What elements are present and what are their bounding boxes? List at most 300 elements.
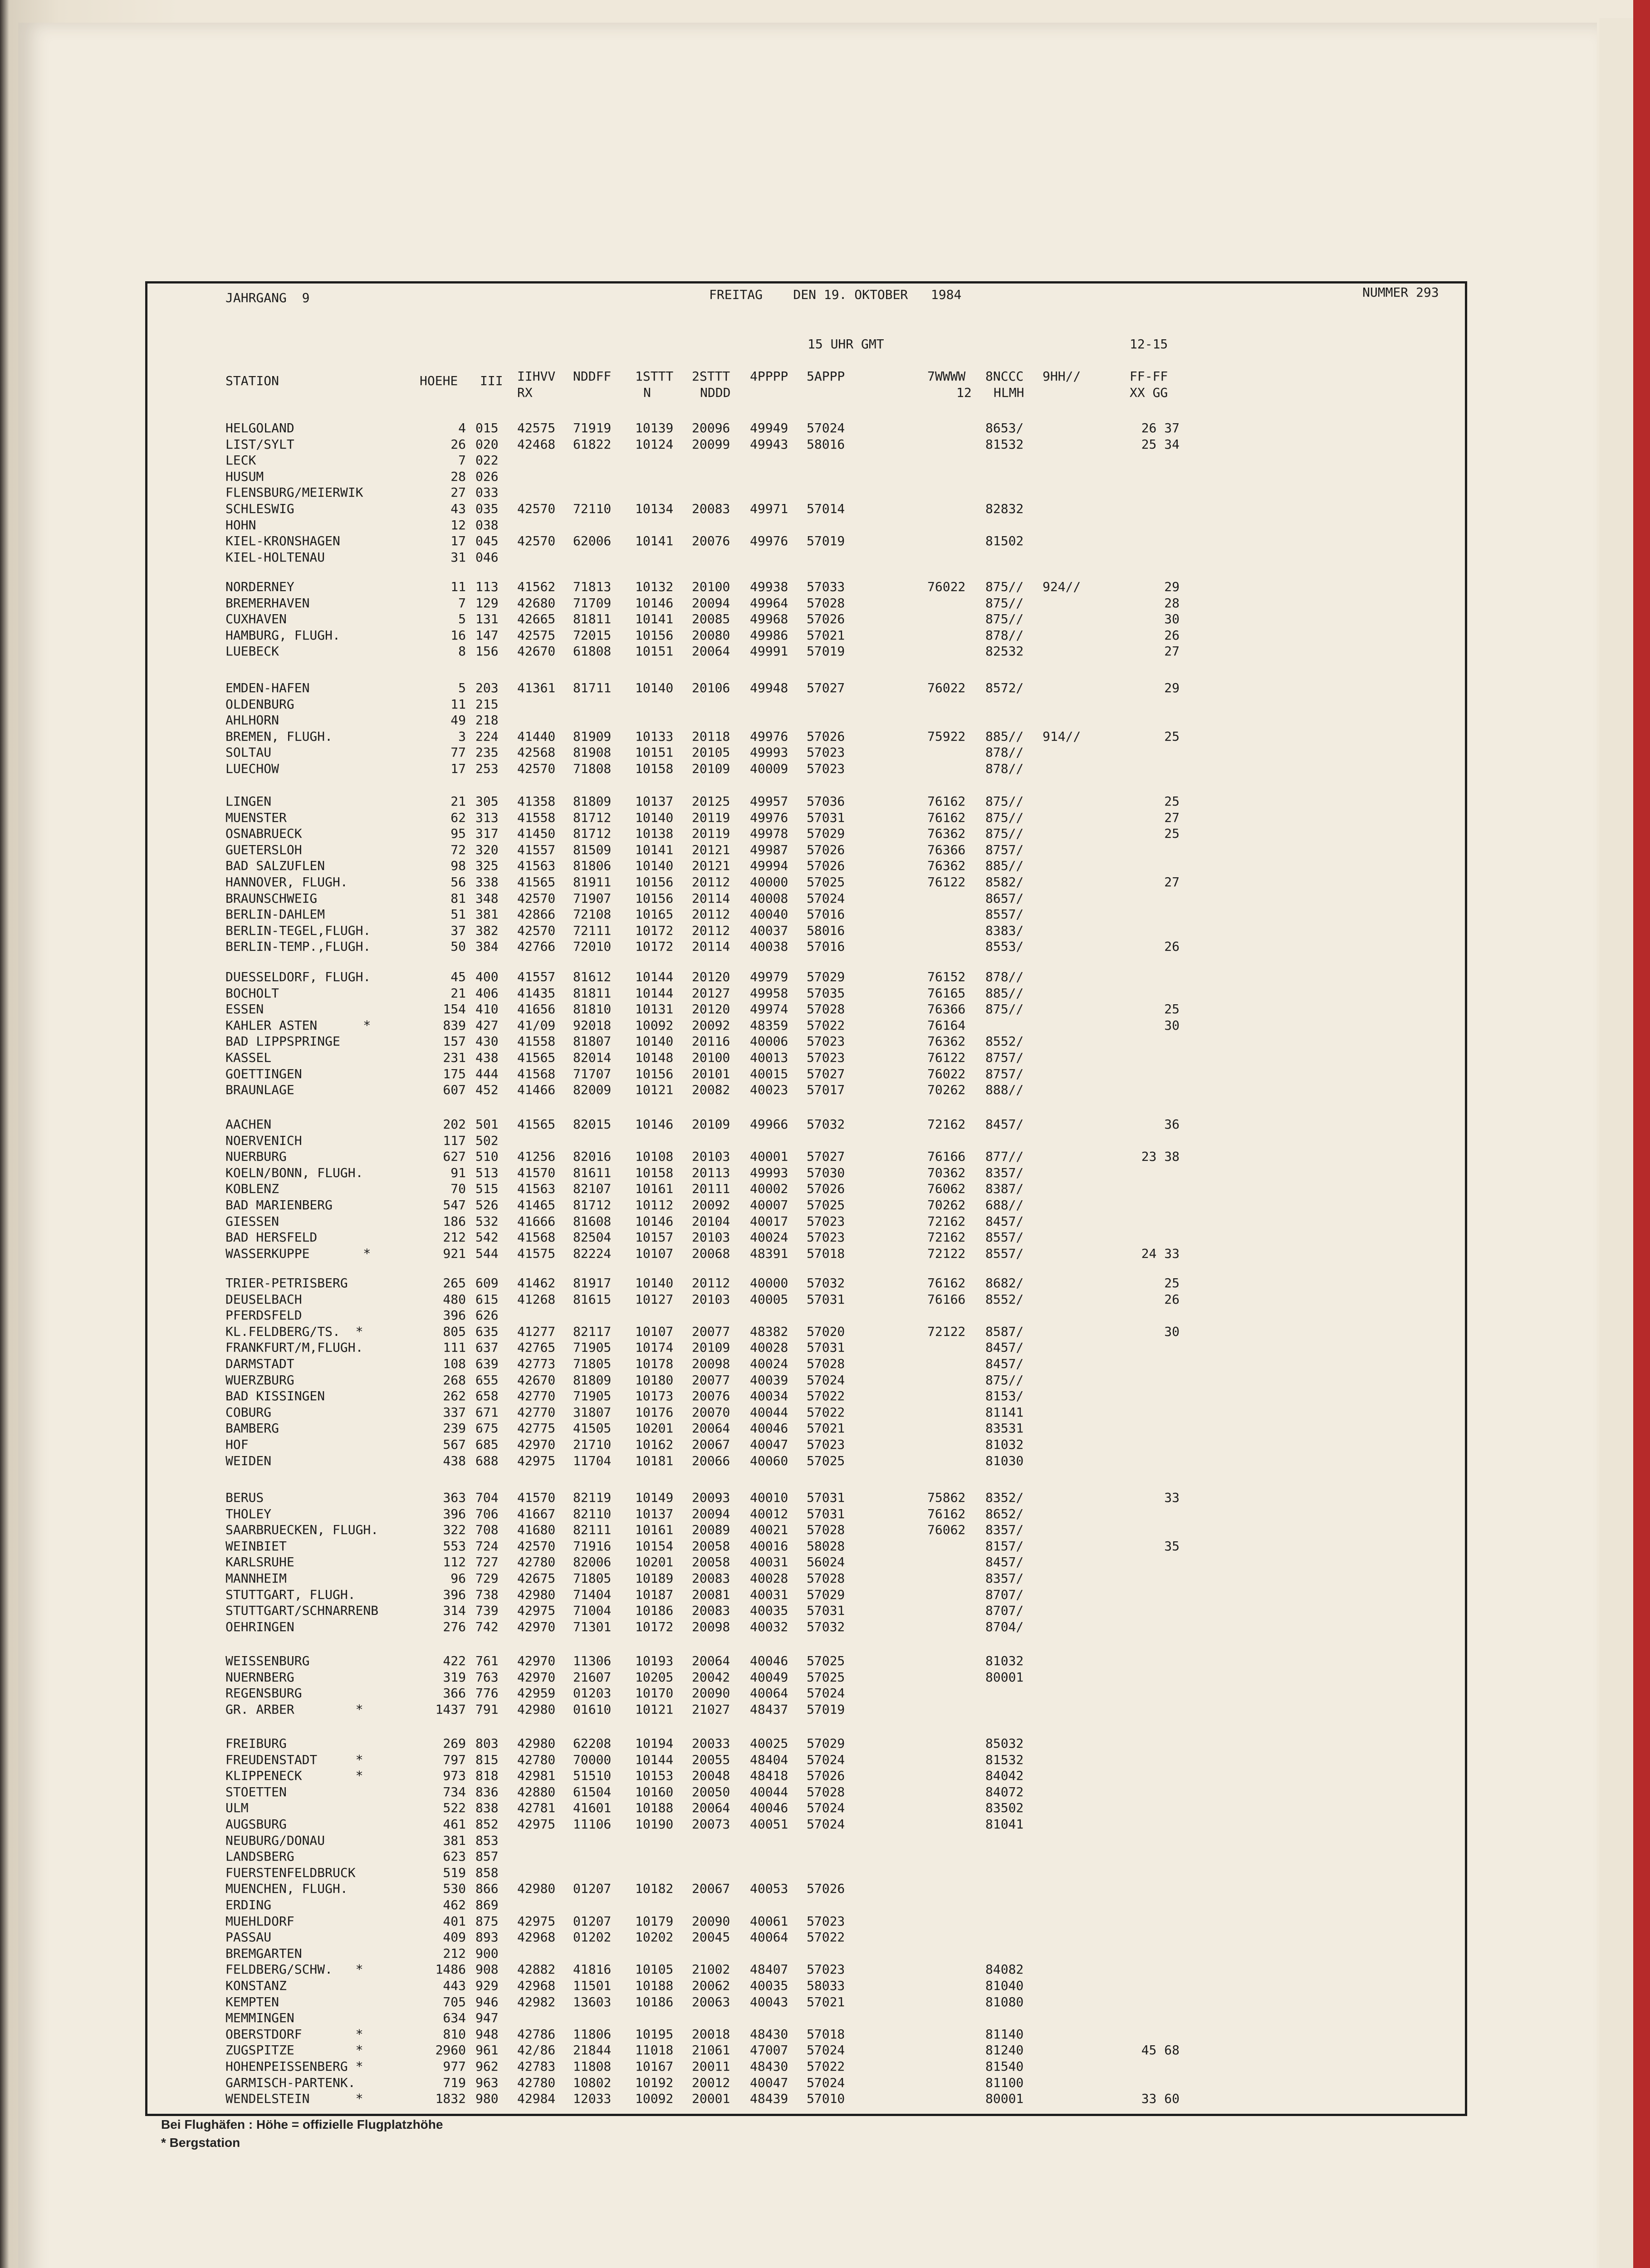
- sttt1-cell: 10141: [635, 842, 674, 857]
- iihvv-cell: 42773: [517, 1356, 556, 1371]
- iii-cell: 675: [475, 1421, 499, 1436]
- hoehe-cell: 396: [443, 1308, 466, 1323]
- pppp4-cell: 40037: [750, 923, 788, 938]
- iihvv-cell: 42780: [517, 1554, 556, 1569]
- station-name: KL.FELDBERG/TS. *: [225, 1324, 363, 1339]
- col-nddff: NDDFF: [573, 369, 612, 384]
- nddff-cell: 82117: [573, 1324, 612, 1339]
- station-name: FUERSTENFELDBRUCK: [225, 1865, 356, 1880]
- nccc8-cell: 80001: [985, 2091, 1024, 2106]
- sttt2-cell: 20109: [692, 761, 730, 776]
- wwww7-cell: 76162: [927, 810, 966, 825]
- appp5-cell: 57023: [807, 1437, 845, 1452]
- hoehe-cell: 519: [443, 1865, 466, 1880]
- nccc8-cell: 81540: [985, 2059, 1024, 2074]
- sttt1-cell: 10124: [635, 437, 674, 452]
- appp5-cell: 57024: [807, 1752, 845, 1767]
- appp5-cell: 57026: [807, 729, 845, 744]
- nccc8-cell: 8352/: [985, 1490, 1024, 1505]
- nccc8-cell: 8357/: [985, 1571, 1024, 1586]
- wwww7-cell: 72162: [927, 1214, 966, 1229]
- pppp4-cell: 40006: [750, 1034, 788, 1049]
- hoehe-cell: 8: [458, 644, 466, 659]
- col-7wwww: 7WWWW: [927, 369, 966, 384]
- hoehe-cell: 212: [443, 1230, 466, 1245]
- nccc8-cell: 84072: [985, 1784, 1024, 1799]
- appp5-cell: 57032: [807, 1276, 845, 1290]
- wwww7-cell: 76152: [927, 969, 966, 984]
- iii-cell: 026: [475, 469, 499, 484]
- sttt1-cell: 10181: [635, 1453, 674, 1468]
- iihvv-cell: 42570: [517, 1539, 556, 1554]
- station-name: SAARBRUECKEN, FLUGH.: [225, 1522, 379, 1537]
- station-name: BOCHOLT: [225, 986, 279, 1001]
- iii-cell: 338: [475, 875, 499, 890]
- sttt1-cell: 10151: [635, 745, 674, 760]
- pppp4-cell: 40044: [750, 1784, 788, 1799]
- sttt1-cell: 10148: [635, 1050, 674, 1065]
- station-name: PASSAU: [225, 1930, 272, 1945]
- station-name: HUSUM: [225, 469, 264, 484]
- iii-cell: 875: [475, 1914, 499, 1929]
- hoehe-cell: 17: [450, 761, 466, 776]
- appp5-cell: 57024: [807, 891, 845, 906]
- nccc8-cell: 81532: [985, 437, 1024, 452]
- wwww7-cell: 76165: [927, 986, 966, 1001]
- sttt1-cell: 10170: [635, 1686, 674, 1701]
- sttt2-cell: 20083: [692, 501, 730, 516]
- sttt1-cell: 10140: [635, 680, 674, 695]
- iii-cell: 320: [475, 842, 499, 857]
- ff-cell: 27: [1164, 810, 1180, 825]
- ff-cell: 26: [1164, 628, 1180, 643]
- station-name: MEMMINGEN: [225, 2010, 294, 2025]
- sttt1-cell: 10182: [635, 1881, 674, 1896]
- sttt2-cell: 20058: [692, 1554, 730, 1569]
- sttt2-cell: 20109: [692, 1117, 730, 1132]
- station-name: BERUS: [225, 1490, 264, 1505]
- iii-cell: 724: [475, 1539, 499, 1554]
- hoehe-cell: 5: [458, 680, 466, 695]
- nddff-cell: 11306: [573, 1653, 612, 1668]
- iii-cell: 501: [475, 1117, 499, 1132]
- iihvv-cell: 41563: [517, 1181, 556, 1196]
- sttt2-cell: 20104: [692, 1214, 730, 1229]
- sttt1-cell: 10195: [635, 2027, 674, 2042]
- appp5-cell: 57026: [807, 611, 845, 626]
- sttt2-cell: 20103: [692, 1149, 730, 1164]
- hoehe-cell: 11: [450, 579, 466, 594]
- iii-cell: 626: [475, 1308, 499, 1323]
- hoehe-cell: 112: [443, 1554, 466, 1569]
- pppp4-cell: 48418: [750, 1768, 788, 1783]
- appp5-cell: 57028: [807, 1784, 845, 1799]
- nccc8-cell: 8557/: [985, 1246, 1024, 1261]
- sttt2-cell: 20113: [692, 1165, 730, 1180]
- appp5-cell: 57022: [807, 1405, 845, 1420]
- footnote-mountain-station: * Bergstation: [161, 2136, 240, 2150]
- iii-cell: 430: [475, 1034, 499, 1049]
- iii-cell: 742: [475, 1619, 499, 1634]
- wwww7-cell: 76022: [927, 1066, 966, 1081]
- col-iii: III: [480, 373, 503, 388]
- hoehe-cell: 276: [443, 1619, 466, 1634]
- nddff-cell: 82111: [573, 1522, 612, 1537]
- iihvv-cell: 42766: [517, 939, 556, 954]
- nccc8-cell: 8157/: [985, 1539, 1024, 1554]
- station-name: SCHLESWIG: [225, 501, 294, 516]
- iihvv-cell: 42781: [517, 1800, 556, 1815]
- iihvv-cell: 42570: [517, 891, 556, 906]
- iii-cell: 510: [475, 1149, 499, 1164]
- ff-cell: 23 38: [1141, 1149, 1180, 1164]
- ff-cell: 26: [1164, 939, 1180, 954]
- sttt2-cell: 20045: [692, 1930, 730, 1945]
- nddff-cell: 01202: [573, 1930, 612, 1945]
- appp5-cell: 57023: [807, 1962, 845, 1977]
- iii-cell: 313: [475, 810, 499, 825]
- iii-cell: 542: [475, 1230, 499, 1245]
- appp5-cell: 57031: [807, 1490, 845, 1505]
- hoehe-cell: 239: [443, 1421, 466, 1436]
- pppp4-cell: 40007: [750, 1198, 788, 1212]
- hoehe-cell: 322: [443, 1522, 466, 1537]
- nddff-cell: 81806: [573, 858, 612, 873]
- sttt1-cell: 10092: [635, 2091, 674, 2106]
- hoehe-cell: 805: [443, 1324, 466, 1339]
- col-7wwww-sub: 12: [956, 385, 972, 400]
- sttt1-cell: 10188: [635, 1978, 674, 1993]
- nddff-cell: 81608: [573, 1214, 612, 1229]
- iihvv-cell: 42680: [517, 596, 556, 611]
- sttt1-cell: 10092: [635, 1018, 674, 1033]
- station-name: FREUDENSTADT *: [225, 1752, 363, 1767]
- appp5-cell: 57024: [807, 420, 845, 435]
- iihvv-cell: 42970: [517, 1670, 556, 1685]
- ff-cell: 24 33: [1141, 1246, 1180, 1261]
- iihvv-cell: 41268: [517, 1292, 556, 1307]
- nccc8-cell: 688//: [985, 1198, 1024, 1212]
- iii-cell: 929: [475, 1978, 499, 1993]
- station-name: PFERDSFELD: [225, 1308, 302, 1323]
- nddff-cell: 82107: [573, 1181, 612, 1196]
- nddff-cell: 81612: [573, 969, 612, 984]
- sttt2-cell: 20083: [692, 1571, 730, 1586]
- iii-cell: 961: [475, 2043, 499, 2058]
- sttt2-cell: 20048: [692, 1768, 730, 1783]
- sttt1-cell: 10134: [635, 501, 674, 516]
- station-name: NOERVENICH: [225, 1133, 302, 1148]
- appp5-cell: 57016: [807, 939, 845, 954]
- pppp4-cell: 40016: [750, 1539, 788, 1554]
- nddff-cell: 81615: [573, 1292, 612, 1307]
- iii-cell: 858: [475, 1865, 499, 1880]
- pppp4-cell: 40035: [750, 1603, 788, 1618]
- iihvv-cell: 41558: [517, 810, 556, 825]
- sttt2-cell: 20068: [692, 1246, 730, 1261]
- hoehe-cell: 268: [443, 1373, 466, 1388]
- iii-cell: 022: [475, 453, 499, 468]
- appp5-cell: 57022: [807, 1388, 845, 1403]
- sttt1-cell: 10137: [635, 1506, 674, 1521]
- sttt1-cell: 10190: [635, 1817, 674, 1832]
- pppp4-cell: 40013: [750, 1050, 788, 1065]
- sttt2-cell: 20112: [692, 875, 730, 890]
- sttt2-cell: 20064: [692, 1421, 730, 1436]
- pppp4-cell: 40031: [750, 1587, 788, 1602]
- nccc8-cell: 8652/: [985, 1506, 1024, 1521]
- nccc8-cell: 81032: [985, 1653, 1024, 1668]
- hoehe-cell: 973: [443, 1768, 466, 1783]
- hoehe-cell: 186: [443, 1214, 466, 1229]
- station-name: DEUSELBACH: [225, 1292, 302, 1307]
- wwww7-cell: 76022: [927, 579, 966, 594]
- iii-cell: 156: [475, 644, 499, 659]
- iii-cell: 532: [475, 1214, 499, 1229]
- wwww7-cell: 76062: [927, 1181, 966, 1196]
- station-name: REGENSBURG: [225, 1686, 302, 1701]
- iihvv-cell: 42982: [517, 1994, 556, 2009]
- pppp4-cell: 48430: [750, 2059, 788, 2074]
- sttt2-cell: 20094: [692, 596, 730, 611]
- hoehe-cell: 17: [450, 533, 466, 548]
- hoehe-cell: 77: [450, 745, 466, 760]
- pppp4-cell: 40028: [750, 1340, 788, 1355]
- nddff-cell: 82504: [573, 1230, 612, 1245]
- nddff-cell: 81711: [573, 680, 612, 695]
- sttt1-cell: 10187: [635, 1587, 674, 1602]
- pppp4-cell: 40043: [750, 1994, 788, 2009]
- nccc8-cell: 84082: [985, 1962, 1024, 1977]
- nddff-cell: 71004: [573, 1603, 612, 1618]
- pppp4-cell: 49974: [750, 1002, 788, 1017]
- appp5-cell: 58016: [807, 923, 845, 938]
- sttt1-cell: 10180: [635, 1373, 674, 1388]
- iihvv-cell: 42866: [517, 907, 556, 922]
- nddff-cell: 21607: [573, 1670, 612, 1685]
- wwww7-cell: 76362: [927, 858, 966, 873]
- station-name: BAD SALZUFLEN: [225, 858, 325, 873]
- appp5-cell: 57027: [807, 680, 845, 695]
- sttt1-cell: 10174: [635, 1340, 674, 1355]
- appp5-cell: 57026: [807, 842, 845, 857]
- iii-cell: 727: [475, 1554, 499, 1569]
- nddff-cell: 81809: [573, 1373, 612, 1388]
- sttt2-cell: 20098: [692, 1619, 730, 1634]
- iii-cell: 438: [475, 1050, 499, 1065]
- appp5-cell: 57028: [807, 596, 845, 611]
- pppp4-cell: 49993: [750, 745, 788, 760]
- col-8nccc: 8NCCC: [985, 369, 1024, 384]
- nddff-cell: 41505: [573, 1421, 612, 1436]
- appp5-cell: 57024: [807, 2075, 845, 2090]
- iihvv-cell: 41435: [517, 986, 556, 1001]
- sttt1-cell: 10189: [635, 1571, 674, 1586]
- hoehe-cell: 461: [443, 1817, 466, 1832]
- station-name: COBURG: [225, 1405, 272, 1420]
- nddff-cell: 82009: [573, 1082, 612, 1097]
- iii-cell: 045: [475, 533, 499, 548]
- nccc8-cell: 8682/: [985, 1276, 1024, 1290]
- hoehe-cell: 56: [450, 875, 466, 890]
- nccc8-cell: 82532: [985, 644, 1024, 659]
- iii-cell: 738: [475, 1587, 499, 1602]
- nddff-cell: 82110: [573, 1506, 612, 1521]
- sttt1-cell: 10178: [635, 1356, 674, 1371]
- appp5-cell: 57014: [807, 501, 845, 516]
- station-name: NORDERNEY: [225, 579, 294, 594]
- iii-cell: 033: [475, 485, 499, 500]
- iihvv-cell: 41667: [517, 1506, 556, 1521]
- appp5-cell: 58028: [807, 1539, 845, 1554]
- iii-cell: 655: [475, 1373, 499, 1388]
- nddff-cell: 71813: [573, 579, 612, 594]
- nddff-cell: 71905: [573, 1340, 612, 1355]
- station-name: KIEL-KRONSHAGEN: [225, 533, 340, 548]
- sttt1-cell: 10176: [635, 1405, 674, 1420]
- station-name: STOETTEN: [225, 1784, 287, 1799]
- sttt1-cell: 10186: [635, 1603, 674, 1618]
- hoehe-cell: 45: [450, 969, 466, 984]
- appp5-cell: 57018: [807, 1246, 845, 1261]
- nddff-cell: 72111: [573, 923, 612, 938]
- nddff-cell: 62208: [573, 1736, 612, 1751]
- nccc8-cell: 8457/: [985, 1340, 1024, 1355]
- station-name: ULM: [225, 1800, 249, 1815]
- pppp4-cell: 49976: [750, 729, 788, 744]
- iii-cell: 900: [475, 1946, 499, 1961]
- nddff-cell: 21844: [573, 2043, 612, 2058]
- pppp4-cell: 40034: [750, 1388, 788, 1403]
- station-name: KOELN/BONN, FLUGH.: [225, 1165, 363, 1180]
- hoehe-cell: 5: [458, 611, 466, 626]
- station-name: THOLEY: [225, 1506, 272, 1521]
- hoehe-cell: 1486: [435, 1962, 466, 1977]
- hoehe-cell: 81: [450, 891, 466, 906]
- pppp4-cell: 40012: [750, 1506, 788, 1521]
- sttt1-cell: 10201: [635, 1421, 674, 1436]
- wwww7-cell: 72162: [927, 1117, 966, 1132]
- nddff-cell: 01610: [573, 1702, 612, 1717]
- station-name: TRIER-PETRISBERG: [225, 1276, 348, 1290]
- iihvv-cell: 41666: [517, 1214, 556, 1229]
- hoehe-cell: 396: [443, 1506, 466, 1521]
- hoehe-cell: 2960: [435, 2043, 466, 2058]
- sttt1-cell: 10127: [635, 1292, 674, 1307]
- header-time-label-2: 12-15: [1130, 337, 1168, 352]
- pppp4-cell: 40031: [750, 1554, 788, 1569]
- pppp4-cell: 40000: [750, 1276, 788, 1290]
- hoehe-cell: 212: [443, 1946, 466, 1961]
- iihvv-cell: 41440: [517, 729, 556, 744]
- iihvv-cell: 41/09: [517, 1018, 556, 1033]
- iihvv-cell: 41565: [517, 875, 556, 890]
- station-name: EMDEN-HAFEN: [225, 680, 310, 695]
- nccc8-cell: 8383/: [985, 923, 1024, 938]
- nccc8-cell: 875//: [985, 596, 1024, 611]
- sttt2-cell: 20018: [692, 2027, 730, 2042]
- appp5-cell: 57016: [807, 907, 845, 922]
- sttt2-cell: 20083: [692, 1603, 730, 1618]
- station-name: BERLIN-DAHLEM: [225, 907, 325, 922]
- station-name: WASSERKUPPE *: [225, 1246, 371, 1261]
- nccc8-cell: 875//: [985, 794, 1024, 809]
- iii-cell: 427: [475, 1018, 499, 1033]
- nddff-cell: 72015: [573, 628, 612, 643]
- col-station: STATION: [225, 373, 279, 388]
- pppp4-cell: 48404: [750, 1752, 788, 1767]
- col-9hh: 9HH//: [1043, 369, 1081, 384]
- hoehe-cell: 977: [443, 2059, 466, 2074]
- iihvv-cell: 41450: [517, 826, 556, 841]
- appp5-cell: 57024: [807, 2043, 845, 2058]
- iihvv-cell: 42980: [517, 1587, 556, 1602]
- nccc8-cell: 8572/: [985, 680, 1024, 695]
- appp5-cell: 57026: [807, 858, 845, 873]
- nddff-cell: 71709: [573, 596, 612, 611]
- nccc8-cell: 81502: [985, 533, 1024, 548]
- hoehe-cell: 27: [450, 485, 466, 500]
- iihvv-cell: 41256: [517, 1149, 556, 1164]
- nddff-cell: 01207: [573, 1914, 612, 1929]
- nccc8-cell: 877//: [985, 1149, 1024, 1164]
- pppp4-cell: 48382: [750, 1324, 788, 1339]
- station-name: HOHN: [225, 518, 256, 533]
- pppp4-cell: 40064: [750, 1686, 788, 1701]
- iii-cell: 776: [475, 1686, 499, 1701]
- iihvv-cell: 42975: [517, 1817, 556, 1832]
- station-name: ZUGSPITZE *: [225, 2043, 363, 2058]
- station-name: ESSEN: [225, 1002, 264, 1017]
- pppp4-cell: 40032: [750, 1619, 788, 1634]
- col-ff: FF-FF: [1130, 369, 1168, 384]
- pppp4-cell: 40035: [750, 1978, 788, 1993]
- nddff-cell: 31807: [573, 1405, 612, 1420]
- appp5-cell: 57029: [807, 1736, 845, 1751]
- station-name: BERLIN-TEGEL,FLUGH.: [225, 923, 371, 938]
- iii-cell: 948: [475, 2027, 499, 2042]
- nddff-cell: 72010: [573, 939, 612, 954]
- nddff-cell: 41816: [573, 1962, 612, 1977]
- pppp4-cell: 49949: [750, 420, 788, 435]
- iihvv-cell: 42959: [517, 1686, 556, 1701]
- hoehe-cell: 314: [443, 1603, 466, 1618]
- pppp4-cell: 40046: [750, 1653, 788, 1668]
- hoehe-cell: 921: [443, 1246, 466, 1261]
- nccc8-cell: 81100: [985, 2075, 1024, 2090]
- appp5-cell: 57024: [807, 1686, 845, 1701]
- appp5-cell: 57025: [807, 1198, 845, 1212]
- ff-cell: 25: [1164, 794, 1180, 809]
- nccc8-cell: 878//: [985, 969, 1024, 984]
- iii-cell: 218: [475, 713, 499, 728]
- sttt1-cell: 10139: [635, 420, 674, 435]
- sttt1-cell: 10156: [635, 1066, 674, 1081]
- sttt2-cell: 20114: [692, 891, 730, 906]
- iihvv-cell: 42968: [517, 1930, 556, 1945]
- station-name: MANNHEIM: [225, 1571, 287, 1586]
- iii-cell: 869: [475, 1897, 499, 1912]
- iii-cell: 963: [475, 2075, 499, 2090]
- station-name: FELDBERG/SCHW. *: [225, 1962, 363, 1977]
- ff-cell: 25: [1164, 1276, 1180, 1290]
- hoehe-cell: 401: [443, 1914, 466, 1929]
- station-name: NUERBURG: [225, 1149, 287, 1164]
- hoehe-cell: 810: [443, 2027, 466, 2042]
- wwww7-cell: 72122: [927, 1246, 966, 1261]
- iihvv-cell: 42882: [517, 1962, 556, 1977]
- iii-cell: 444: [475, 1066, 499, 1081]
